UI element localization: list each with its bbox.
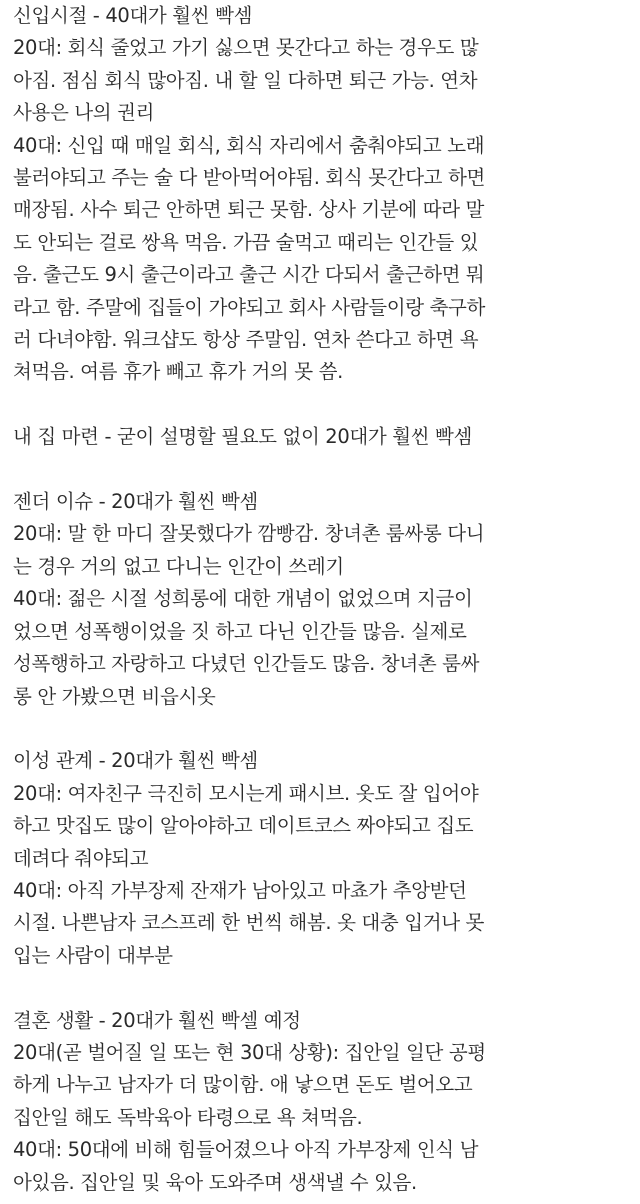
- text-line: 매장됨. 사수 퇴근 안하면 퇴근 못함. 상사 기분에 따라 말: [13, 198, 485, 222]
- text-line: 40대: 50대에 비해 힘들어졌으나 아직 가부장제 인식 남: [13, 1138, 479, 1162]
- section-heading: 신입시절 - 40대가 훨씬 빡셈: [13, 4, 253, 27]
- text-line: 시절. 나쁜남자 코스프레 한 번씩 해봄. 옷 대충 입거나 못: [13, 911, 485, 935]
- text-line: 는 경우 거의 없고 다니는 인간이 쓰레기: [13, 554, 344, 578]
- section-home-ownership: [13, 421, 631, 453]
- paragraph-gap: [13, 713, 631, 745]
- section-heading: 내 집 마련 - 굳이 설명할 필요도 없이 20대가 훨씬 빡셈: [13, 425, 473, 449]
- section-married-life: [13, 1005, 631, 1199]
- text-line: 음. 출근도 9시 출근이라고 출근 시간 다되서 출근하면 뭐: [13, 263, 485, 287]
- text-line: 사용은 나의 권리: [13, 101, 155, 125]
- section-heading: 젠더 이슈 - 20대가 훨씬 빡셈: [13, 490, 258, 514]
- section-first-job: [13, 0, 631, 389]
- text-line: 집안일 해도 독박육아 타령으로 욕 쳐먹음.: [13, 1105, 363, 1129]
- text-line: 라고 함. 주말에 집들이 가야되고 회사 사람들이랑 축구하: [13, 295, 485, 319]
- text-line: 하게 나누고 남자가 더 많이함. 애 낳으면 돈도 벌어오고: [13, 1073, 473, 1097]
- text-line: 아짐. 점심 회식 많아짐. 내 할 일 다하면 퇴근 가능. 연차: [13, 68, 478, 92]
- text-line: 하고 맛집도 많이 알아야하고 데이트코스 짜야되고 집도: [13, 814, 474, 838]
- section-relationships: [13, 745, 631, 972]
- section-heading: 이성 관계 - 20대가 훨씬 빡셈: [13, 749, 258, 773]
- section-gender-issues: [13, 486, 631, 713]
- text-line: 쳐먹음. 여름 휴가 빼고 휴가 거의 못 씀.: [13, 360, 343, 384]
- paragraph-gap: [13, 454, 631, 486]
- text-line: 40대: 아직 가부장제 잔재가 남아있고 마쵸가 추앙받던: [13, 878, 467, 902]
- text-line: 입는 사람이 대부분: [13, 943, 173, 967]
- section-heading: 결혼 생활 - 20대가 훨씬 빡셀 예정: [13, 1008, 301, 1032]
- text-document: [13, 0, 631, 1199]
- paragraph-gap: [13, 972, 631, 1004]
- text-line: 아있음. 집안일 및 육아 도와주며 생색낼 수 있음.: [13, 1170, 417, 1194]
- text-line: 40대: 신입 때 매일 회식, 회식 자리에서 춤춰야되고 노래: [13, 133, 485, 157]
- text-line: 롱 안 가봤으면 비읍시옷: [13, 684, 216, 708]
- text-line: 불러야되고 주는 술 다 받아먹어야됨. 회식 못간다고 하면: [13, 166, 485, 190]
- text-line: 러 다녀야함. 워크샵도 항상 주말임. 연차 쓴다고 하면 욕: [13, 328, 479, 352]
- text-line: 었으면 성폭행이었을 짓 하고 다닌 인간들 많음. 실제로: [13, 619, 467, 643]
- text-line: 20대: 회식 줄었고 가기 싫으면 못간다고 하는 경우도 많: [13, 36, 479, 60]
- text-line: 40대: 젊은 시절 성희롱에 대한 개념이 없었으며 지금이: [13, 587, 473, 611]
- text-line: 20대: 여자친구 극진히 모시는게 패시브. 옷도 잘 입어야: [13, 781, 479, 805]
- text-line: 도 안되는 걸로 쌍욕 먹음. 가끔 술먹고 때리는 인간들 있: [13, 230, 479, 254]
- text-line: 20대(곧 벌어질 일 또는 현 30대 상황): 집안일 일단 공평: [13, 1040, 486, 1064]
- text-line: 성폭행하고 자랑하고 다녔던 인간들도 많음. 창녀촌 룸싸: [13, 652, 480, 676]
- text-line: 20대: 말 한 마디 잘못했다가 깜빵감. 창녀촌 룸싸롱 다니: [13, 522, 485, 546]
- text-line: 데려다 줘야되고: [13, 846, 149, 870]
- paragraph-gap: [13, 389, 631, 421]
